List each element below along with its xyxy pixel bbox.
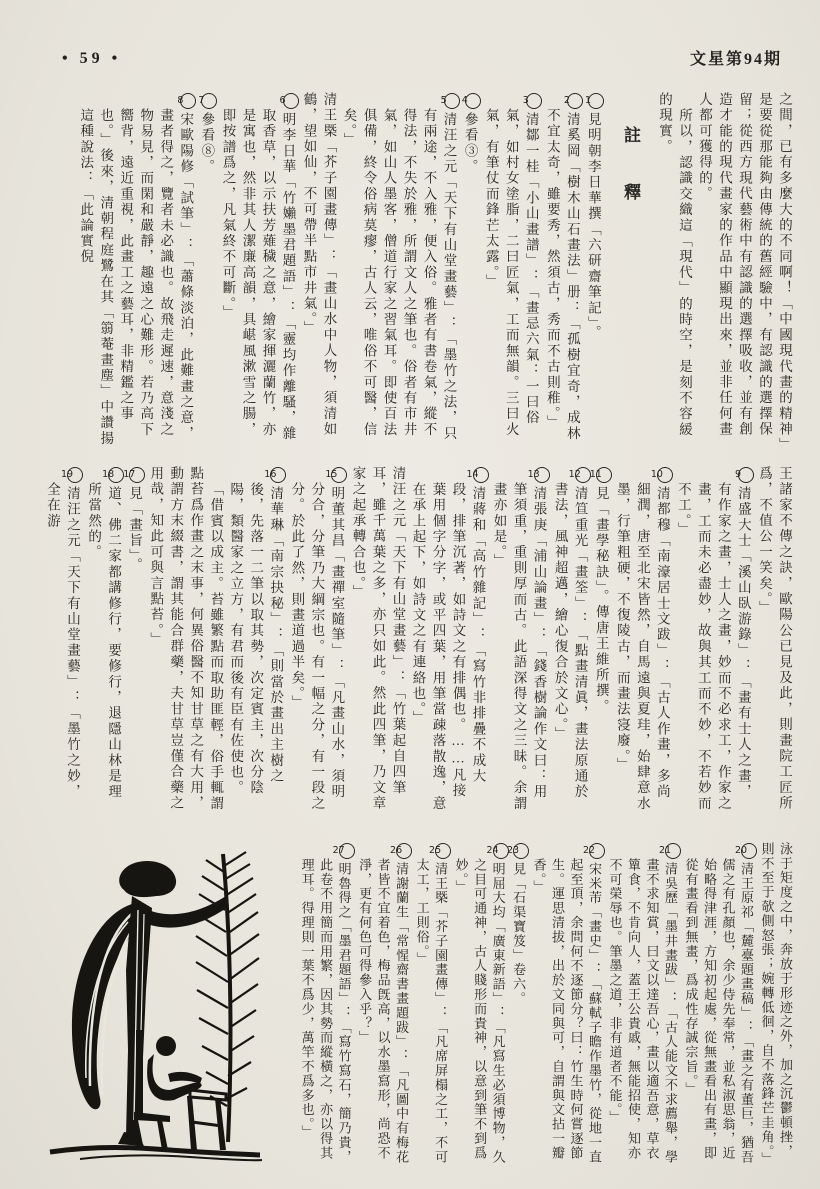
note-number-badge: 27 bbox=[339, 843, 355, 859]
segment-text: 泳于矩度之中，奔放于形迹之外，加之沉鬱頓挫，則不至于欹側怒張；婉轉低徊，自不落鋒芒圭角。」 bbox=[759, 842, 793, 1167]
text-segment bbox=[654, 92, 694, 450]
note-21 bbox=[605, 842, 681, 1168]
segment-text: 明魯得之「墨君題語」：「寫竹寫石，簡乃貴，此卷不用簡而用繁，因其勢而縱橫之，亦以得其理耳。得理則一葉不爲少，萬竿不爲多也。」 bbox=[299, 858, 352, 1165]
note-number-badge: 5 bbox=[444, 93, 460, 109]
segment-text: 清汪之元「天下有山堂畫藝」：「墨竹之法，只有兩途，不入雅，便入俗。雅者有書卷氣，縱不得法，不失於雅，所謂文人之筆也。俗者有市井氣，如山人墨客，僧道行家之習氣耳。即使百法俱備，終令俗病莫瘳，古人云，唯俗不可醫，信矣。」 bbox=[341, 108, 457, 442]
text-segment bbox=[694, 92, 794, 450]
text-segment bbox=[299, 92, 339, 450]
text-band-middle bbox=[38, 466, 794, 814]
text-band-top bbox=[38, 92, 794, 450]
note-number-badge: 23 bbox=[513, 843, 529, 859]
segment-text: 宋米芾「畫史」：「蘇軾子瞻作墨竹，從地一直起至頂，余問何不逐節分？曰：竹生時何嘗逐節生。運思清拔，出於文同與可，自謂與文拈一瓣香。」 bbox=[531, 858, 603, 1165]
segment-text: 清蔣和「高竹雜記」：「寫竹非排疊不成大段，排筆沉著，如詩文之有排偶也。……凡接葉用個字分字，或平四葉，用筆當疎落散逸，意在承上起下，如詩文之有連絡也。」 bbox=[410, 482, 486, 812]
segment-text: 宋歐陽修「試筆」：「蕭條淡泊，此難畫之意，畫者得之，覽者未必識也。故飛走遲速，意淺之物易見，而閑和嚴靜，趣遠之心難形。若乃高下嚮背，遠近重視，此畫工之藝耳，非精鑑之事也。」後來，清朝程庭鷺在其「篛菴畫塵」中讚揚這種說法：「此論實倪 bbox=[78, 108, 194, 447]
segment-text: 所以，認識交織這「現代」的時空，是刻不容緩的現實。 bbox=[657, 92, 692, 438]
segment-text: 明屈大均「廣東新語」：「凡寫生必須博物，久之目可通神，古人賤形而貴神，以意到筆不到爲妙。」 bbox=[453, 858, 506, 1165]
chair bbox=[136, 1030, 143, 1116]
note-9 bbox=[673, 466, 754, 814]
note-24 bbox=[451, 842, 508, 1168]
note-number-badge: 24 bbox=[493, 843, 509, 859]
note-number-badge: 20 bbox=[741, 843, 757, 859]
note-number-badge: 12 bbox=[575, 467, 591, 483]
note-number-badge: 22 bbox=[589, 843, 605, 859]
text-segment bbox=[145, 466, 225, 814]
segment-text: 見「畫學秘訣」。傳唐王維所撰。 bbox=[593, 486, 609, 715]
segment-text: 清都穆「南濠居士文跋」：「古人作畫，多尚細潤，唐至北宋皆然，自馬遠與夏珪，始肆意水墨，行筆粗硬，不復陵古，而畫法寖廢。」 bbox=[614, 482, 670, 812]
segment-text: 王諸家不傳之訣，歐陽公已見及此，則畫院工匠所爲，不值公一笑矣。」 bbox=[757, 466, 792, 812]
issue-title: 文星第94期 bbox=[689, 51, 782, 68]
segment-text: 清汪之元「天下有山堂畫藝」：「竹葉起自四筆耳，雖千萬葉之多，亦只如此。然此四筆，乃文章家之起承轉合也。」 bbox=[350, 466, 406, 812]
writer-head bbox=[156, 1036, 176, 1056]
note-number-badge: 11 bbox=[596, 467, 612, 483]
segment-text: 「借賓以成主。苔雖繁點而取助匪輕，俗手輒謂點苔爲作畫之末事，何異俗醫不知甘草之有大用，動謂方末綴書，謂其能合群藥，夫甘草豈僅合藥之用哉，知此可與言點苔。」 bbox=[148, 466, 224, 812]
segment-text: 清奚岡「樹木山石畫法」册：「孤樹宜奇，成林不宜太奇，雖要秀，然須古，秀而不古則稚。」 bbox=[544, 108, 580, 442]
segment-text: 清盛大士「溪山臥游錄」：「畫有士人之畫，有作家之畫，士人之畫，妙而不必求工，作家之畫，工而未必盡妙，故與其工而不妙，不若妙而不工。」 bbox=[675, 482, 751, 812]
page-number: • 59 • bbox=[62, 50, 122, 67]
segment-text: 清王槩「芥子園畫傳」：「畫山水中人物，須清如鶴，望如仙，不可帶半點市井氣。」 bbox=[301, 92, 337, 438]
note-number-badge: 25 bbox=[435, 843, 451, 859]
note-26 bbox=[355, 842, 412, 1168]
winged-figure-woodcut-illustration bbox=[40, 850, 268, 1182]
note-number-badge: 1 bbox=[588, 93, 604, 109]
stool bbox=[190, 1090, 226, 1100]
note-19 bbox=[42, 466, 83, 814]
note-number-badge: 2 bbox=[567, 93, 583, 109]
note-number-badge: 14 bbox=[473, 467, 489, 483]
segment-text: 清謝蘭生「常惺齋書畫題跋」：「凡圖中有梅花者皆不宜着色，梅品旣高，以水墨寫形，尚恐不淨，更有何色可得參入乎？」 bbox=[357, 858, 410, 1165]
segment-text: 參看③。 bbox=[462, 112, 478, 175]
figure-arm bbox=[142, 896, 229, 928]
note-12 bbox=[550, 466, 591, 814]
notes-section-title bbox=[620, 92, 640, 450]
segment-text: 註釋 bbox=[621, 126, 640, 240]
note-number-badge: 7 bbox=[201, 93, 217, 109]
note-27 bbox=[297, 842, 354, 1168]
segment-text: 見「石渠寶笈」卷六。 bbox=[511, 862, 527, 1006]
note-8 bbox=[75, 92, 196, 450]
note-number-badge: 9 bbox=[738, 467, 754, 483]
note-10 bbox=[612, 466, 673, 814]
note-16 bbox=[225, 466, 286, 814]
note-number-badge: 13 bbox=[534, 467, 550, 483]
note-14 bbox=[407, 466, 488, 814]
segment-text: 清汪之元「天下有山堂畫藝」：「墨竹之妙，全在游 bbox=[44, 482, 80, 800]
note-number-badge: 17 bbox=[129, 467, 145, 483]
figure-head bbox=[119, 861, 176, 897]
segment-text: 明李日華「竹嬾墨君題語」：「靈均作離騷，雜取香草，以示扶芳薙穢之意，繪家揮灑蘭竹，亦是寓也，然非其人潔廉高韻，具嵁風漱雪之腸，即按譜爲之，凡氣終不可斷。」 bbox=[220, 108, 296, 442]
note-5 bbox=[339, 92, 460, 450]
note-25 bbox=[412, 842, 451, 1168]
text-band-bottom bbox=[234, 842, 794, 1168]
note-20 bbox=[681, 842, 757, 1168]
note-22 bbox=[529, 842, 605, 1168]
note-15 bbox=[286, 466, 347, 814]
note-number-badge: 8 bbox=[180, 93, 196, 109]
segment-text: 見明朝李日華撰「六研齋筆記」。 bbox=[585, 112, 601, 341]
segment-text: 清吳歷「墨井畫跋」：「古人能文不求薦舉，學畫不求知賞，曰文以達吾心，畫以適吾意，草衣簞食，不肯向人，蓋王公貴戚，無能招使，知亦不可榮辱也。筆墨之道，非有道者不能。」 bbox=[607, 858, 679, 1165]
note-23 bbox=[509, 842, 529, 1168]
note-3 bbox=[481, 92, 542, 450]
note-number-badge: 3 bbox=[526, 93, 542, 109]
segment-text: 參看⑧。 bbox=[199, 112, 215, 175]
note-number-badge: 6 bbox=[283, 93, 299, 109]
writer-arm bbox=[168, 1072, 202, 1084]
segment-text: 清鄒一桂「小山畫譜」：「畫忌六氣：一曰俗氣，如村女塗脂，二曰匠氣，工而無韻。三曰火氣，有筆仗而鋒芒太露。」 bbox=[483, 108, 539, 438]
text-segment bbox=[757, 842, 794, 1168]
note-number-badge: 19 bbox=[67, 467, 83, 483]
page-header bbox=[0, 46, 820, 76]
segment-text: 清笪重光「畫筌」：「點畫清眞，畫法原通於書法，風神超邁，繪心復合於文心。」 bbox=[552, 482, 588, 800]
text-segment bbox=[347, 466, 407, 814]
text-segment bbox=[754, 466, 794, 814]
segment-text: 明董其昌「畫禪室隨筆」：「凡畫山水，須明分合，分筆乃大綱宗也。有一幅之分，有一段之分。於此了然，則畫道過半矣。」 bbox=[289, 482, 345, 812]
segment-text: 清王原祁「麓臺題畫稿」：「畫之有董巨，猶吾儒之有孔顏也，余少侍先奉常，並私淑思翁，近始略得津涯，方知初起處，從無畫看出有畫，即從有畫看到無畫，爲成性存誠宗旨。」 bbox=[683, 858, 755, 1165]
note-4 bbox=[460, 92, 481, 450]
note-13 bbox=[489, 466, 550, 814]
note-number-badge: 15 bbox=[331, 467, 347, 483]
note-2 bbox=[542, 92, 583, 450]
note-18 bbox=[83, 466, 124, 814]
segment-text: 清張庚「浦山論畫」：「錢香樹論作文曰：用筆須重，重則厚而古。此語深得文之三昧。余謂畫亦如是。」 bbox=[491, 482, 547, 812]
note-number-badge: 16 bbox=[270, 467, 286, 483]
note-number-badge: 21 bbox=[665, 843, 681, 859]
note-6 bbox=[217, 92, 298, 450]
segment-text: 見「畫旨」。 bbox=[127, 486, 143, 574]
note-11 bbox=[591, 466, 612, 814]
note-17 bbox=[124, 466, 145, 814]
note-number-badge: 26 bbox=[396, 843, 412, 859]
segment-text: 清王槩「芥子園畫傳」：「凡席屏榻之工，不可太工，工則俗。」 bbox=[414, 858, 449, 1165]
segment-text: 清華琳「南宗抉秘」：「則當於畫出主樹之後，先落一二筆以取其勢，次定賓主，次分陰陽，類醫家之立方，有君而後有臣有佐使也。 bbox=[228, 482, 284, 796]
note-7 bbox=[196, 92, 217, 450]
segment-text: 之間，已有多麼大的不同啊！「中國現代畫的精神」是要從那能夠由傳統的舊經驗中，有認識的選擇保留；從西方現代藝術中有認識的選擇吸收，並有創造才能的現代畫家的作品中顯現出來，並非任何畫人都可獲得的。 bbox=[697, 92, 792, 447]
note-1 bbox=[583, 92, 604, 450]
note-number-badge: 4 bbox=[465, 93, 481, 109]
note-number-badge: 10 bbox=[657, 467, 673, 483]
note-number-badge: 18 bbox=[108, 467, 124, 483]
segment-text: 道、佛二家都講修行，要修行，退隱山林是理所當然的。 bbox=[86, 482, 122, 800]
